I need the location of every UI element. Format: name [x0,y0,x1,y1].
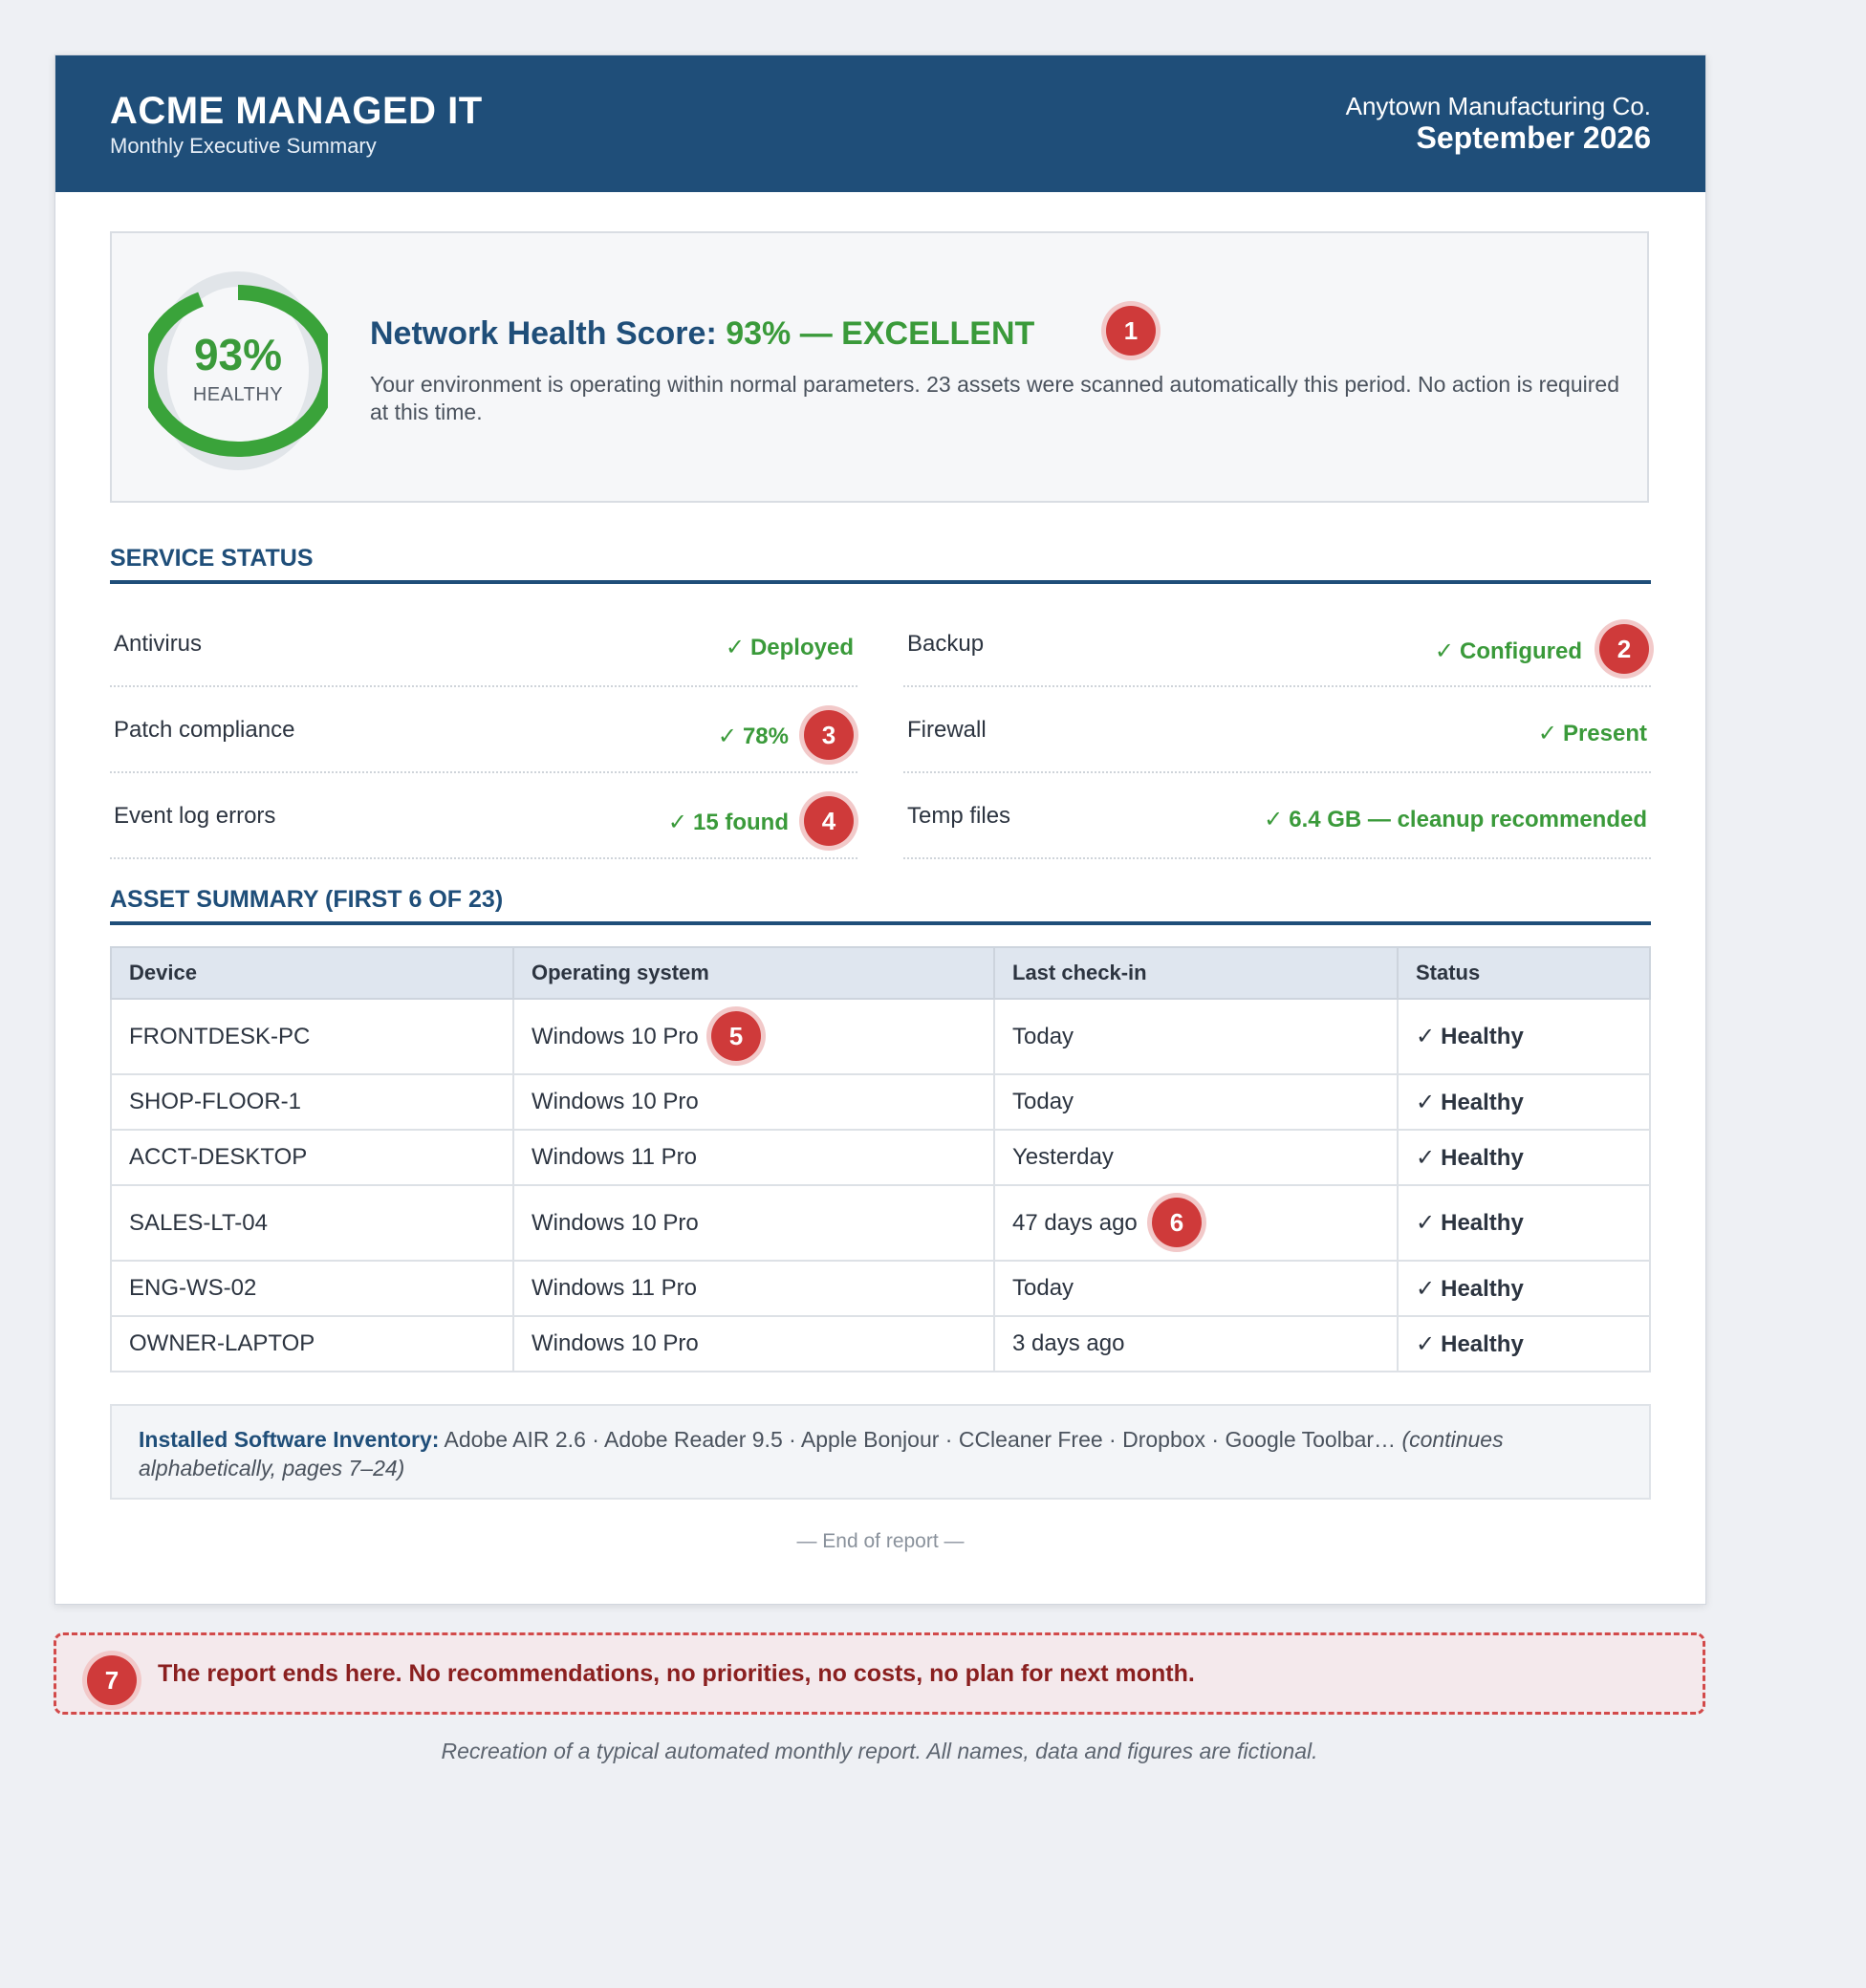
check-icon: ✓ [1416,1275,1436,1302]
status-text: Healthy [1441,1144,1524,1171]
os-cell: Windows 11 Pro [513,1261,994,1316]
status-value [718,723,789,750]
status-cell [1398,999,1650,1074]
gauge-percent: 93% [193,330,283,379]
check-icon: ✓ [667,810,687,835]
check-icon: ✓ [1416,1089,1436,1115]
health-score-prefix: Network Health Score: [370,315,717,352]
client-name: Anytown Manufacturing Co. [1345,92,1651,120]
check-icon: ✓ [717,724,737,749]
device-cell: OWNER-LAPTOP [111,1316,513,1372]
asset-summary-heading: ASSET SUMMARY (FIRST 6 OF 23) [110,886,1651,925]
status-text: Healthy [1441,1210,1524,1236]
report-subtitle: Monthly Executive Summary [110,134,377,158]
annotation-marker-6: 6 [1152,1198,1202,1247]
table-row [111,1130,1650,1185]
status-cell [1398,1316,1650,1372]
status-label: Firewall [907,717,987,743]
check-icon: ✓ [1434,638,1455,664]
check-icon: ✓ [1264,807,1284,832]
checkin-cell: Today [994,1074,1398,1130]
asset-table [110,946,1651,1372]
callout-text: The report ends here. No recommendations, no priorities, no costs, no plan for next month. [158,1660,1195,1687]
table-row [111,1074,1650,1130]
end-of-report: — End of report — [796,1530,965,1552]
status-item-patch-compliance [110,687,857,773]
os-cell [513,999,994,1074]
annotation-marker-3: 3 [804,710,854,760]
os-cell: Windows 10 Pro [513,1185,994,1261]
check-icon: ✓ [1537,721,1557,746]
report-page [54,54,1706,1605]
status-text: Healthy [1441,1275,1524,1302]
checkin-cell: Today [994,1261,1398,1316]
column-header-checkin: Last check-in [994,947,1398,999]
check-icon: ✓ [1416,1210,1436,1236]
gauge-label: HEALTHY [192,384,284,405]
os-cell: Windows 10 Pro [513,1316,994,1372]
check-icon: ✓ [1416,1144,1436,1171]
status-value [1435,637,1582,665]
status-text: Healthy [1441,1024,1524,1049]
status-value-text: Configured [1460,638,1582,664]
checkin-cell: Yesterday [994,1130,1398,1185]
checkin-text: 47 days ago [1012,1209,1138,1236]
report-period: September 2026 [1416,120,1651,155]
status-value-text: 6.4 GB — cleanup recommended [1289,807,1647,832]
table-row [111,999,1650,1074]
status-value [1264,806,1647,833]
status-label: Event log errors [114,803,276,829]
os-text: Windows 10 Pro [532,1023,699,1049]
software-inventory-label: Installed Software Inventory: [139,1427,440,1452]
status-label: Patch compliance [114,717,295,743]
column-header-os: Operating system [513,947,994,999]
software-note: (continues alphabetically, pages 7–24) [139,1427,1504,1480]
table-row [111,1185,1650,1261]
health-gauge [148,262,328,480]
report-header [55,55,1705,192]
annotation-marker-5: 5 [711,1011,761,1061]
annotation-marker-1: 1 [1106,306,1156,356]
annotation-marker-2: 2 [1599,624,1649,674]
health-score-value: 93% — EXCELLENT [726,315,1035,352]
device-cell: SALES-LT-04 [111,1185,513,1261]
status-value-text: 78% [742,724,789,749]
annotation-callout [54,1632,1705,1715]
status-item-firewall [903,687,1651,773]
status-value-text: 15 found [693,810,789,835]
status-label: Antivirus [114,631,203,657]
column-header-device: Device [111,947,513,999]
status-cell [1398,1185,1650,1261]
table-row [111,1316,1650,1372]
status-label: Backup [907,631,985,657]
device-cell: ACCT-DESKTOP [111,1130,513,1185]
footnote: Recreation of a typical automated monthly report. All names, data and figures are fictional. [441,1739,1318,1763]
column-header-status: Status [1398,947,1650,999]
check-icon: ✓ [1416,1024,1436,1049]
status-text: Healthy [1441,1330,1524,1357]
status-cell [1398,1074,1650,1130]
status-item-event-log-errors [110,773,857,859]
table-header-row [111,947,1650,999]
status-value [668,809,789,836]
os-cell: Windows 10 Pro [513,1074,994,1130]
brand-name: ACME MANAGED IT [110,90,483,132]
status-text: Healthy [1441,1089,1524,1115]
annotation-marker-4: 4 [804,796,854,846]
service-status-heading: SERVICE STATUS [110,545,1651,584]
status-cell [1398,1261,1650,1316]
os-cell: Windows 11 Pro [513,1130,994,1185]
checkin-cell: Today [994,999,1398,1074]
health-description: Your environment is operating within normal parameters. 23 assets were scanned automatically this period. No action is required at this time. [370,372,1619,424]
device-cell: ENG-WS-02 [111,1261,513,1316]
status-item-backup [903,601,1651,687]
checkin-cell [994,1185,1398,1261]
status-value-text: Present [1562,721,1647,746]
status-item-antivirus [110,601,857,687]
software-list: Adobe AIR 2.6 · Adobe Reader 9.5 · Apple Bonjour · CCleaner Free · Dropbox · Google Toolbar… [444,1427,1397,1452]
status-item-temp-files [903,773,1651,859]
checkin-cell: 3 days ago [994,1316,1398,1372]
software-inventory [110,1404,1651,1500]
health-score-title [370,315,1034,353]
status-cell [1398,1130,1650,1185]
health-score-panel [110,231,1649,503]
status-value [1538,720,1647,747]
table-row [111,1261,1650,1316]
status-label: Temp files [907,803,1011,829]
check-icon: ✓ [1416,1330,1436,1357]
check-icon: ✓ [725,635,745,660]
annotation-marker-7: 7 [87,1655,137,1705]
device-cell: SHOP-FLOOR-1 [111,1074,513,1130]
status-value [726,634,854,661]
status-value-text: Deployed [749,635,854,660]
device-cell: FRONTDESK-PC [111,999,513,1074]
